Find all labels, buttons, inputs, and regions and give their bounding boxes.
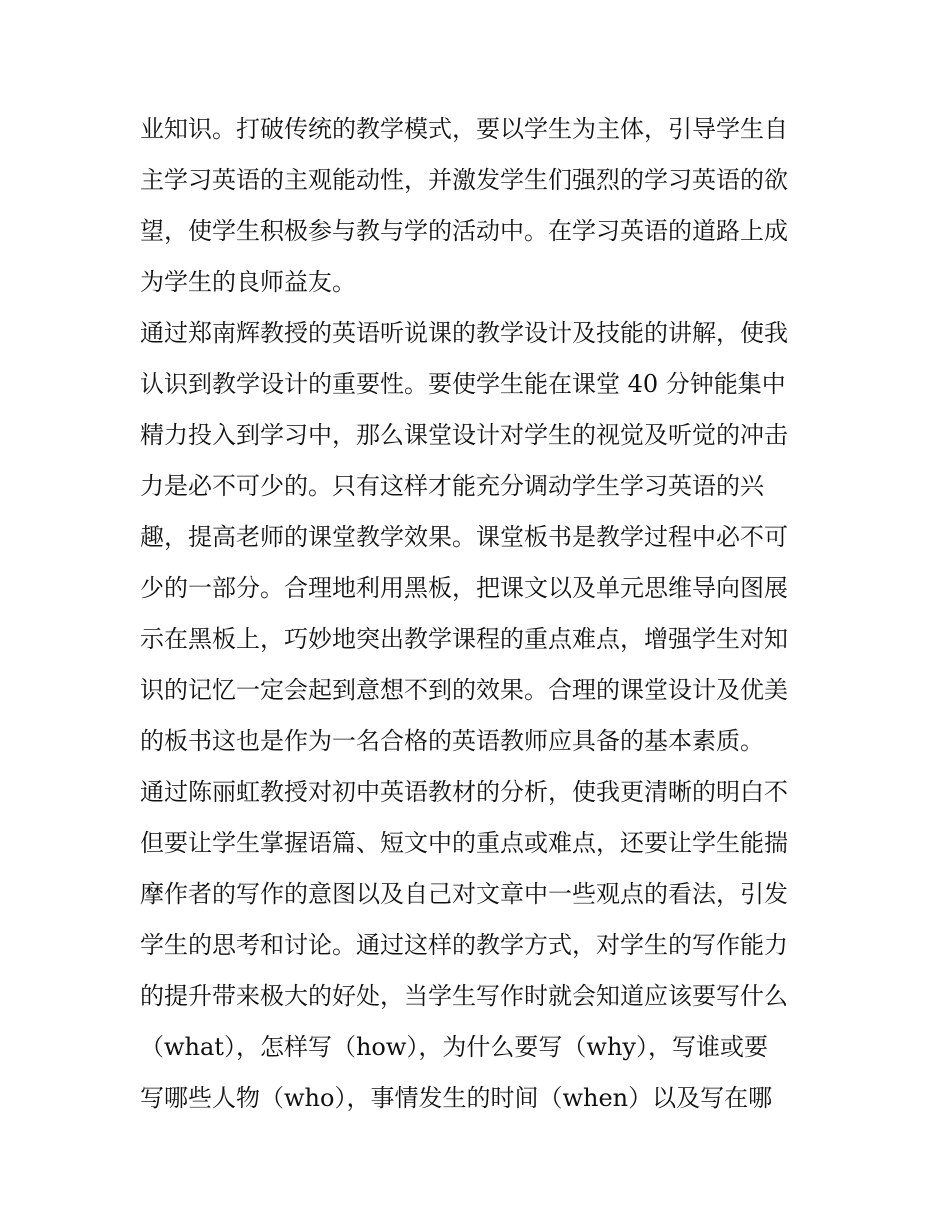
text-line-8: 力是必不可少的。只有这样才能充分调动学生学习英语的兴 (140, 472, 764, 500)
text-line-5: 通过郑南辉教授的英语听说课的教学设计及技能的讲解，使我 (140, 319, 788, 347)
text-line-11: 示在黑板上，巧妙地突出教学课程的重点难点，增强学生对知 (140, 625, 788, 653)
text-line-6: 认识到教学设计的重要性。要使学生能在课堂 40 分钟能集中 (140, 370, 786, 398)
text-line-4: 为学生的良师益友。 (140, 268, 356, 296)
body-text (140, 104, 820, 1124)
text-line-16: 摩作者的写作的意图以及自己对文章中一些观点的看法，引发 (140, 880, 788, 908)
text-line-2: 主学习英语的主观能动性，并激发学生们强烈的学习英语的欲 (140, 166, 788, 194)
text-line-20: 写哪些人物（who），事情发生的时间（when）以及写在哪 (140, 1084, 773, 1112)
text-line-9: 趣，提高老师的课堂教学效果。课堂板书是教学过程中必不可 (140, 523, 788, 551)
text-line-14: 通过陈丽虹教授对初中英语教材的分析，使我更清晰的明白不 (140, 778, 788, 806)
text-line-18: 的提升带来极大的好处，当学生写作时就会知道应该要写什么 (140, 982, 788, 1010)
text-line-19: （what），怎样写（how），为什么要写（why），写谁或要 (140, 1033, 768, 1061)
text-line-15: 但要让学生掌握语篇、短文中的重点或难点，还要让学生能揣 (140, 829, 788, 857)
text-line-7: 精力投入到学习中，那么课堂设计对学生的视觉及听觉的冲击 (140, 421, 788, 449)
text-line-12: 识的记忆一定会起到意想不到的效果。合理的课堂设计及优美 (140, 676, 788, 704)
text-line-3: 望，使学生积极参与教与学的活动中。在学习英语的道路上成 (140, 217, 788, 245)
text-line-13: 的板书这也是作为一名合格的英语教师应具备的基本素质。 (140, 727, 764, 755)
text-line-17: 学生的思考和讨论。通过这样的教学方式，对学生的写作能力 (140, 931, 788, 959)
text-line-10: 少的一部分。合理地利用黑板，把课文以及单元思维导向图展 (140, 574, 788, 602)
text-line-1: 业知识。打破传统的教学模式，要以学生为主体，引导学生自 (140, 115, 788, 143)
